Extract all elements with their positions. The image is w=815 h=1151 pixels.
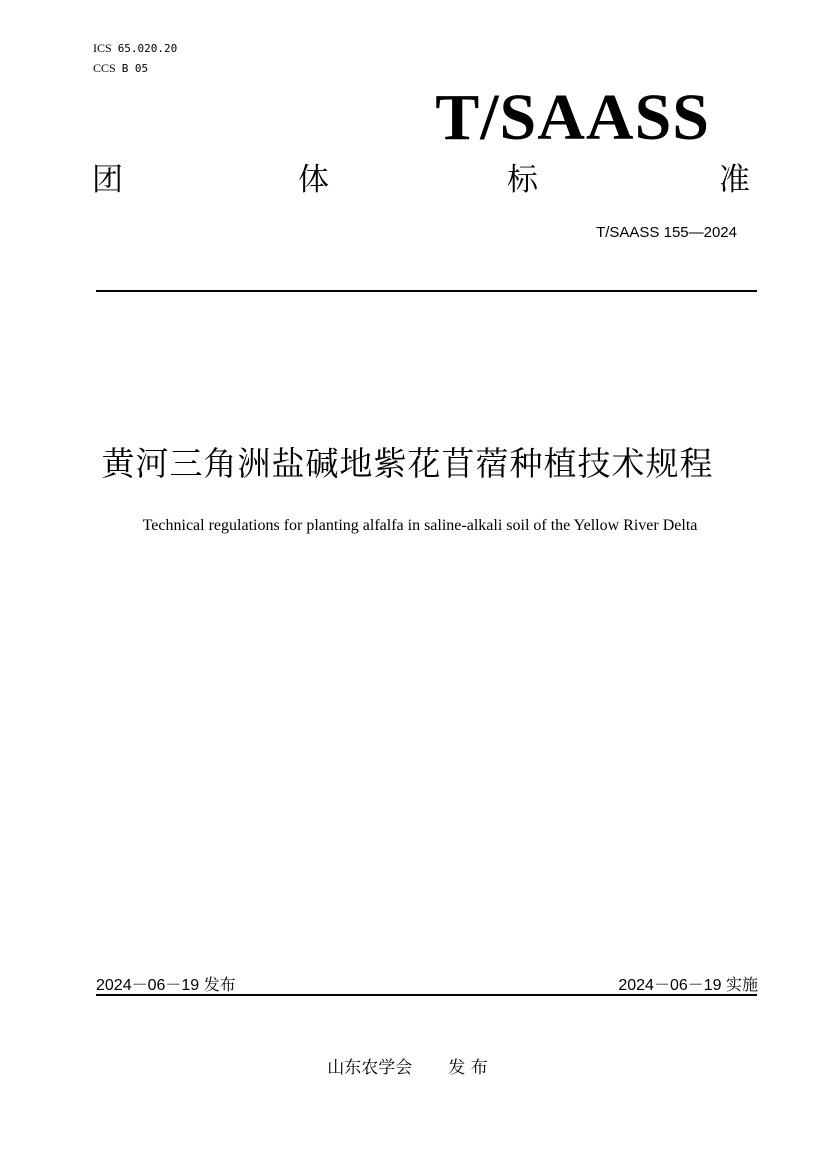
publish-date: 2024－06－19 发布 — [96, 977, 236, 994]
standard-number: T/SAASS 155—2024 — [596, 224, 737, 241]
standard-type-char: 标 — [507, 162, 538, 198]
standard-type — [92, 160, 750, 200]
ics-line — [93, 39, 177, 58]
footer-divider — [96, 994, 757, 996]
ccs-line — [93, 59, 148, 78]
standard-type-char: 体 — [298, 162, 329, 198]
ics-label: ICS — [93, 41, 112, 55]
standard-type-char: 准 — [719, 162, 750, 198]
publisher-line — [0, 1053, 815, 1078]
publisher-action: 发 布 — [448, 1058, 488, 1078]
ccs-label: CCS — [93, 61, 116, 75]
standard-logo: T/SAASS — [435, 81, 710, 154]
standard-type-char: 团 — [92, 162, 123, 198]
ics-code: 65.020.20 — [117, 42, 178, 55]
document-title-en: Technical regulations for planting alfalfa in saline-alkali soil of the Yellow River Delta — [142, 517, 698, 534]
publisher-name: 山东农学会 — [327, 1058, 413, 1078]
implement-date: 2024－06－19 实施 — [618, 977, 758, 994]
header-divider — [96, 290, 757, 292]
ccs-code: B 05 — [121, 62, 149, 75]
document-title-cn: 黄河三角洲盐碱地紫花苜蓿种植技术规程 — [101, 444, 714, 483]
